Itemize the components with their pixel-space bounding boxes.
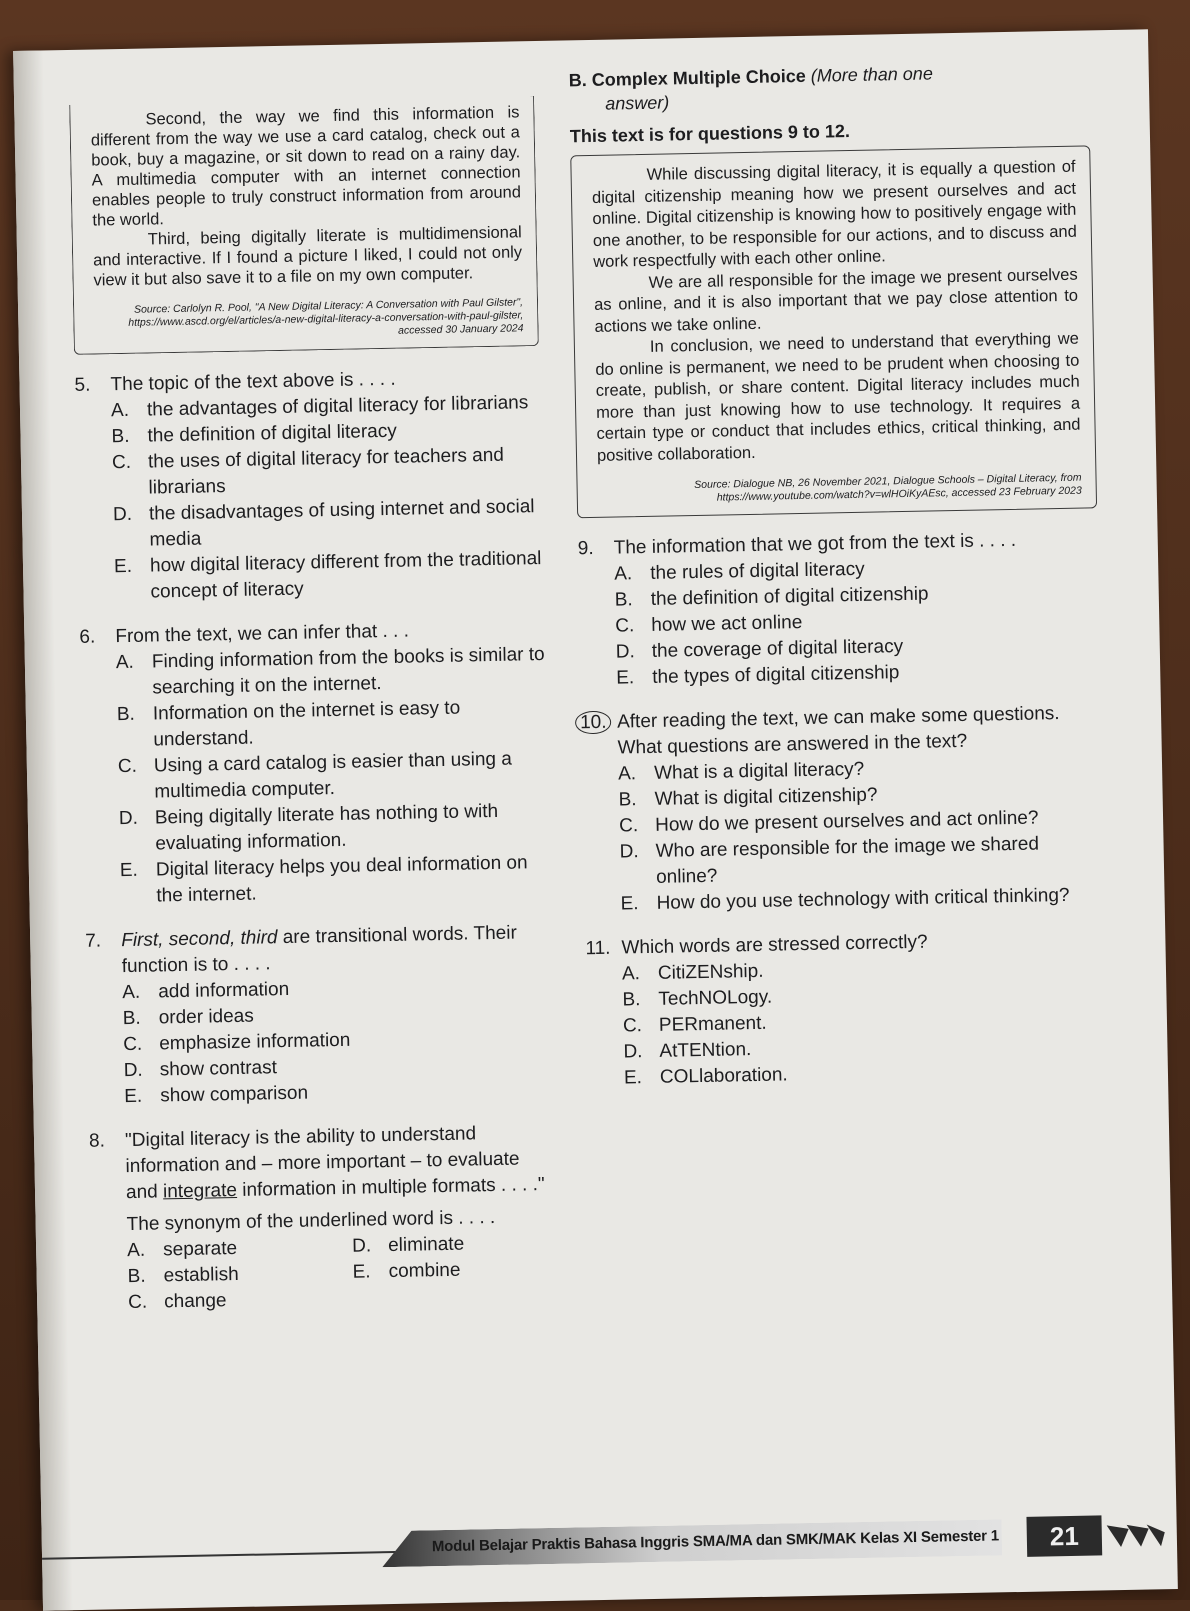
option-letter: B. (622, 989, 641, 1011)
question-stem: From the text, we can infer that . . . (115, 620, 410, 648)
option-text: How do we present ourselves and act online? (654, 807, 1039, 836)
option-text: the uses of digital literacy for teachers and librarians (147, 444, 505, 499)
passage-paragraph: Third, being digitally literate is multidimensional and interactive. If I found a picture I liked, I could not only view it but also save it to a file on my own computer. (92, 223, 523, 290)
option-text: Digital literacy helps you deal information on the internet. (155, 852, 528, 907)
question-6 (79, 616, 549, 911)
option-text: the types of digital citizenship (652, 662, 900, 688)
question-number: 8. (88, 1130, 106, 1152)
option-letter: C. (111, 451, 132, 474)
option-text: combine (388, 1259, 461, 1283)
answer-option[interactable] (112, 442, 542, 502)
option-letter: D. (615, 641, 635, 663)
question-stem: Which words are stressed correctly? (621, 931, 928, 959)
option-text: how we act online (651, 611, 803, 636)
option-text: the coverage of digital literacy (651, 636, 904, 662)
option-letter: B. (111, 425, 130, 448)
option-letter: E. (113, 555, 133, 578)
answer-option[interactable] (116, 642, 546, 702)
answer-option[interactable] (113, 494, 543, 554)
option-letter: C. (622, 1015, 643, 1037)
option-text: Who are responsible for the image we shared online? (655, 833, 1040, 888)
question-11 (585, 926, 1108, 1092)
option-letter: A. (115, 651, 135, 674)
option-text: the advantages of digital literacy for librarians (146, 392, 529, 421)
question-number: 9. (577, 537, 594, 560)
question-stem: The topic of the text above is . . . . (110, 368, 396, 396)
decorative-arrows-icon (1107, 1520, 1168, 1551)
option-letter: A. (621, 963, 641, 985)
question-stem (125, 1120, 555, 1206)
option-letter: D. (619, 841, 639, 863)
answer-option[interactable] (128, 1286, 353, 1316)
option-letter: B. (127, 1265, 146, 1288)
right-column (569, 58, 1109, 1092)
option-text: the definition of digital literacy (147, 420, 397, 447)
question-stem-part: "Digital literacy is the ability to understand information and – more important – to evaluate and (124, 1123, 520, 1204)
question-5 (74, 364, 543, 607)
option-letter: E. (352, 1261, 371, 1283)
option-letter: A. (110, 399, 130, 422)
question-number: 11. (585, 937, 611, 960)
question-9 (578, 526, 1101, 692)
question-number: 7. (85, 930, 102, 952)
answer-option[interactable] (120, 850, 550, 910)
option-text: Using a card catalog is easier than using a multimedia computer. (153, 748, 513, 803)
option-letter: A. (126, 1239, 146, 1262)
question-8 (89, 1120, 558, 1317)
option-text: CitiZENship. (657, 960, 764, 984)
option-text: Finding information from the books is similar to searching it on the internet. (151, 643, 545, 699)
footer-rule (42, 1551, 402, 1560)
option-letter: D. (623, 1041, 643, 1063)
question-stem-rest: are transitional words. Their function is to . . . . (121, 922, 518, 978)
page-footer (42, 1514, 1178, 1576)
question-10 (581, 700, 1105, 918)
option-letter: D. (351, 1235, 372, 1257)
option-text: AtTENtion. (659, 1039, 752, 1062)
page-number: 21 (1026, 1515, 1102, 1556)
section-title-main: B. Complex Multiple Choice (568, 65, 806, 91)
answer-options-grid (127, 1230, 557, 1316)
option-letter: C. (615, 615, 635, 637)
option-letter: E. (616, 667, 635, 689)
option-letter: B. (116, 703, 136, 726)
option-letter: E. (119, 859, 139, 882)
section-title-paren: (More than one (805, 63, 934, 86)
option-letter: B. (614, 589, 633, 611)
passage-paragraph: Second, the way we find this information is different from the way we use a card catalog, check out a book, buy a magazine, or sit down to read on a rainy day. A multimedia computer with an internet connection enables people to truly construct information from around the world. (90, 103, 522, 230)
option-text: the definition of digital citizenship (650, 583, 929, 610)
question-stem-part: information in multiple formats . . . ." (236, 1174, 545, 1201)
passage-source: Source: Carlolyn R. Pool, "A New Digital Literacy: A Conversation with Paul Gilster", https://www.ascd.org/el/articles/a-new-digital-literacy-a-conversation-with-paul-gilster, accessed 30 January 2024 (128, 296, 524, 337)
question-stem-italic: First, second, third (121, 927, 278, 952)
option-text: What is digital citizenship? (654, 784, 878, 810)
section-note: This text is for questions 9 to 12. (569, 120, 851, 147)
option-text: change (163, 1290, 227, 1313)
question-7 (85, 920, 553, 1111)
question-stem-2: The synonym of the underlined word is . . . . (126, 1207, 496, 1236)
option-letter: B. (618, 789, 637, 811)
option-text: How do you use technology with critical thinking? (656, 884, 1070, 914)
passage-paragraph: We are all responsible for the image we present ourselves as online, and it is also important that we pay close attention to actions we take online. (593, 265, 1079, 336)
reading-passage-box (69, 96, 539, 355)
textbook-page (13, 29, 1178, 1611)
section-title-sub: answer) (605, 92, 670, 114)
passage-paragraph: While discussing digital literacy, it is equally a question of digital citizenship meaning how we present ourselves and act online. Digital citizenship is knowing how to positively engage with one another, to be responsible for our actions, and to discuss and work respectfully with each other online. (591, 157, 1077, 271)
left-column (69, 96, 557, 1317)
question-number-circled: 10. (575, 711, 612, 735)
option-letter: C. (123, 1033, 143, 1056)
answer-option[interactable] (117, 694, 547, 754)
option-text: order ideas (158, 1005, 254, 1029)
option-letter: E. (623, 1067, 643, 1089)
option-letter: A. (614, 563, 633, 585)
option-text: separate (162, 1237, 238, 1261)
option-text: eliminate (387, 1233, 465, 1257)
answer-option[interactable] (619, 830, 1104, 891)
answer-option[interactable] (352, 1255, 577, 1285)
passage-paragraph: In conclusion, we need to understand that everything we do online is permanent, we need to be prudent when choosing to create, publish, or share content. Digital literacy includes much more than just knowing how to use technology. It requires a certain type or conduct that includes ethics, critical thinking, and positive collaboration. (595, 329, 1081, 465)
option-letter: E. (124, 1085, 143, 1108)
book-title: Modul Belajar Praktis Bahasa Inggris SMA/MA dan SMK/MAK Kelas XI Semester 1 (431, 1527, 1000, 1556)
option-text: how digital literacy different from the traditional concept of literacy (149, 547, 542, 603)
option-text: TechNOLogy. (658, 986, 773, 1010)
option-text: emphasize information (159, 1029, 351, 1055)
option-letter: D. (123, 1059, 143, 1082)
option-text: show contrast (159, 1057, 278, 1081)
option-letter: E. (620, 893, 639, 915)
option-text: show comparison (160, 1082, 309, 1107)
option-letter: B. (122, 1007, 141, 1030)
option-text: What is a digital literacy? (653, 758, 865, 784)
option-text: Being digitally literate has nothing to with evaluating information. (154, 800, 499, 855)
section-title (569, 58, 1090, 116)
question-stem: After reading the text, we can make some questions. What questions are answered in the text? (616, 703, 1060, 759)
option-letter: D. (112, 503, 133, 526)
question-stem (121, 920, 551, 980)
underlined-word: integrate (162, 1179, 238, 1203)
option-text: establish (163, 1263, 239, 1287)
option-text: COLlaboration. (659, 1064, 788, 1088)
question-number: 6. (79, 626, 96, 648)
option-letter: C. (618, 815, 639, 837)
passage-source: Source: Dialogue NB, 26 November 2021, Dialogue Schools – Digital Literacy, from https://www.youtube.com/watch?v=wlHOiKyAEsc, accessed 23 February 2023 (694, 471, 1082, 504)
option-text: the disadvantages of using internet and social media (148, 496, 535, 551)
option-letter: D. (118, 807, 139, 830)
option-text: PERmanent. (658, 1012, 767, 1036)
option-letter: C. (117, 755, 138, 778)
answer-option[interactable] (118, 746, 548, 806)
question-stem: The information that we got from the text is . . . . (613, 529, 1017, 559)
option-text: add information (158, 978, 290, 1003)
reading-passage-box-2 (570, 145, 1097, 518)
answer-option[interactable] (119, 798, 549, 858)
question-number: 5. (74, 374, 91, 396)
option-letter: A. (617, 763, 637, 785)
option-text: the rules of digital literacy (650, 558, 865, 584)
option-text: Information on the internet is easy to understand. (152, 697, 461, 751)
option-letter: C. (127, 1291, 148, 1314)
answer-option[interactable] (114, 546, 544, 606)
option-letter: A. (122, 981, 141, 1004)
